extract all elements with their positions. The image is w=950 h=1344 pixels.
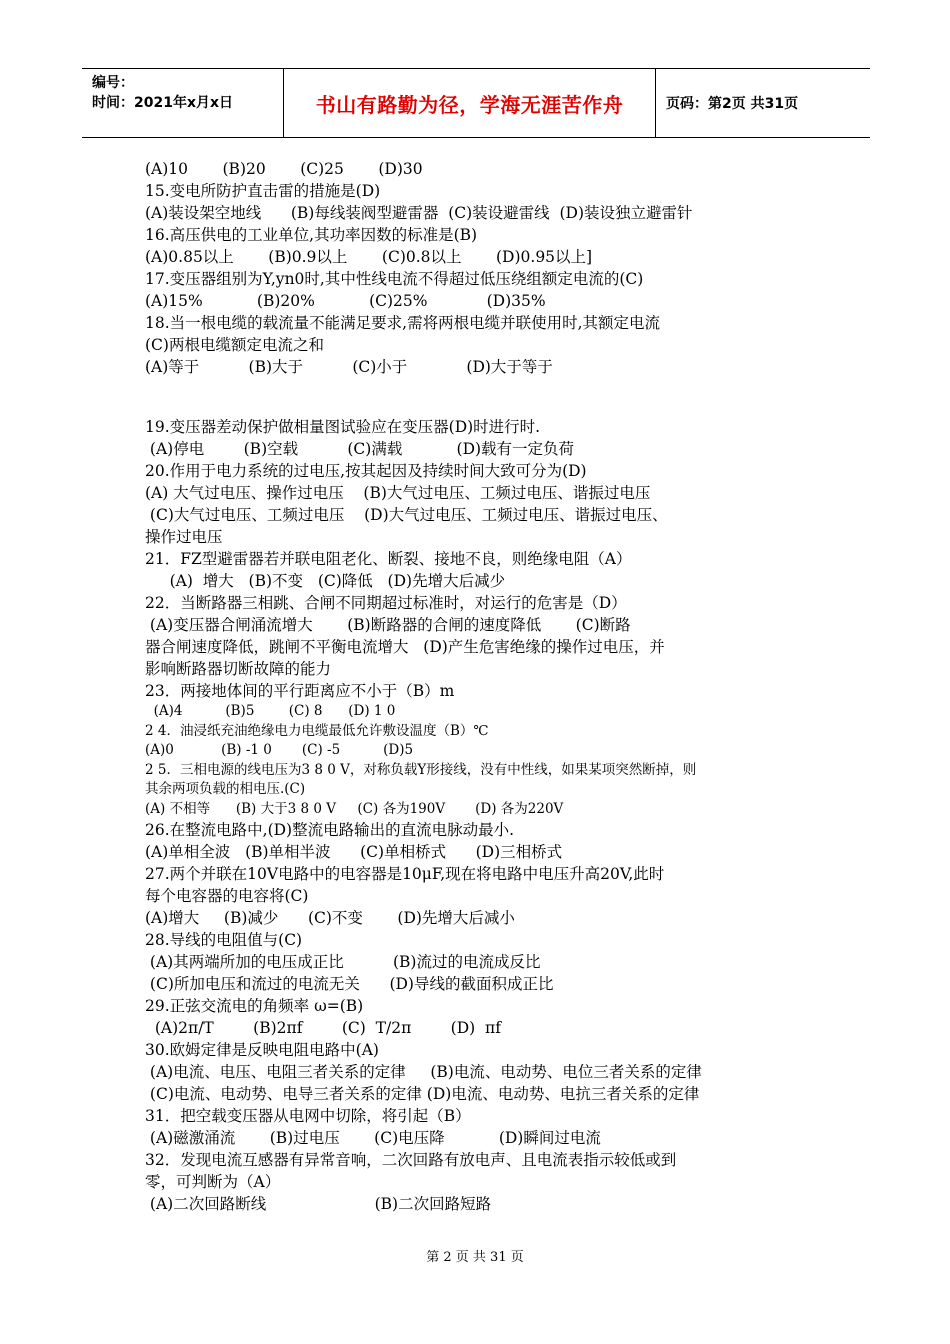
text-line: 28.导线的电阻值与(C): [145, 931, 303, 949]
text-line: 19.变压器差动保护做相量图试验应在变压器(D)时进行时.: [145, 418, 541, 436]
text-line: 31．把空载变压器从电网中切除，将引起（B）: [145, 1107, 471, 1125]
text-line: 32．发现电流互感器有异常音响，二次回路有放电声、且电流表指示较低或到: [145, 1151, 677, 1169]
header-page-info: 页码：第2页 共31页: [666, 96, 799, 112]
page-footer: 第 2 页 共 31 页: [426, 1250, 524, 1265]
header-meta: [82, 69, 284, 137]
text-line: (A)装设架空地线 (B)每线装阀型避雷器 (C)装设避雷线 (D)装设独立避雷针: [145, 204, 693, 222]
text-line: (A)15% (B)20% (C)25% (D)35%: [145, 292, 546, 310]
text-line: 其余两项负载的相电压.(C): [145, 781, 306, 797]
text-line: 30.欧姆定律是反映电阻电路中(A): [145, 1041, 379, 1059]
text-line: 影响断路器切断故障的能力: [145, 660, 332, 678]
text-line: (A)单相全波 (B)单相半波 (C)单相桥式 (D)三相桥式: [145, 843, 563, 861]
text-line: (C)所加电压和流过的电流无关 (D)导线的截面积成正比: [145, 975, 554, 993]
text-line: (A)4 (B)5 (C) 8 (D) 1 0: [145, 703, 396, 719]
text-line: 2 4．油浸纸充油绝缘电力电缆最低允许敷设温度（B）℃: [145, 722, 489, 739]
text-line: (C)大气过电压、工频过电压 (D)大气过电压、工频过电压、谐振过电压、: [145, 506, 668, 524]
text-line: (A)增大 (B)减少 (C)不变 (D)先增大后减小: [145, 909, 515, 927]
text-line: (C)两根电缆额定电流之和: [145, 336, 324, 354]
text-line: (A)0 (B) -1 0 (C) -5 (D)5: [145, 742, 414, 758]
text-line: 20.作用于电力系统的过电压,按其起因及持续时间大致可分为(D): [145, 462, 587, 480]
page-header: [82, 68, 870, 138]
text-line: 29.正弦交流电的角频率 ω=(B): [145, 997, 364, 1015]
text-line: (A)其两端所加的电压成正比 (B)流过的电流成反比: [145, 953, 541, 971]
text-line: 15.变电所防护直击雷的措施是(D): [145, 182, 381, 200]
text-line: 27.两个并联在10V电路中的电容器是10μF,现在将电路中电压升高20V,此时: [145, 865, 665, 883]
document-date: 时间：2021年x月x日: [92, 95, 234, 111]
text-line: (A) 不相等 (B) 大于3 8 0 V (C) 各为190V (D) 各为220V: [145, 800, 564, 817]
text-line: (A) 增大 (B)不变 (C)降低 (D)先增大后减少: [145, 572, 506, 590]
text-line: 器合闸速度降低，跳闸不平衡电流增大 (D)产生危害绝缘的操作过电压，并: [145, 638, 665, 656]
document-number-label: 编号：: [92, 75, 134, 91]
text-line: (A)停电 (B)空载 (C)满载 (D)载有一定负荷: [145, 440, 575, 458]
text-line: (A)10 (B)20 (C)25 (D)30: [145, 160, 423, 178]
text-line: (A)二次回路断线 (B)二次回路短路: [145, 1195, 492, 1213]
question-list: [145, 158, 875, 1215]
blank-gap: [145, 378, 875, 416]
text-line: (C)电流、电动势、电导三者关系的定律 (D)电流、电动势、电抗三者关系的定律: [145, 1085, 700, 1103]
text-line: 每个电容器的电容将(C): [145, 887, 309, 905]
text-line: (A)2π/T (B)2πf (C) T/2π (D) πf: [145, 1019, 501, 1037]
text-line: 18.当一根电缆的载流量不能满足要求,需将两根电缆并联使用时,其额定电流: [145, 314, 661, 332]
text-line: (A)等于 (B)大于 (C)小于 (D)大于等于: [145, 358, 553, 376]
text-line: (A)0.85以上 (B)0.9以上 (C)0.8以上 (D)0.95以上]: [145, 248, 593, 266]
text-line: 16.高压供电的工业单位,其功率因数的标准是(B): [145, 226, 478, 244]
header-motto: 书山有路勤为径，学海无涯苦作舟: [284, 69, 656, 137]
text-line: (A)变压器合闸涌流增大 (B)断路器的合闸的速度降低 (C)断路: [145, 616, 631, 634]
text-line: 21．FZ型避雷器若并联电阻老化、断裂、接地不良，则绝缘电阻（A）: [145, 550, 632, 568]
text-line: 操作过电压: [145, 528, 223, 546]
text-line: 23．两接地体间的平行距离应不小于（B）m: [145, 682, 455, 700]
text-line: 零，可判断为（A）: [145, 1173, 281, 1191]
text-line: (A)电流、电压、电阻三者关系的定律 (B)电流、电动势、电位三者关系的定律: [145, 1063, 702, 1081]
text-line: (A)磁激涌流 (B)过电压 (C)电压降 (D)瞬间过电流: [145, 1129, 601, 1147]
text-line: 2 5．三相电源的线电压为3 8 0 V，对称负载Y形接线，没有中性线，如果某项突然断掉，则: [145, 761, 697, 778]
text-line: (A) 大气过电压、操作过电压 (B)大气过电压、工频过电压、谐振过电压: [145, 484, 651, 502]
text-line: 26.在整流电路中,(D)整流电路输出的直流电脉动最小.: [145, 821, 515, 839]
text-line: 22．当断路器三相跳、合闸不同期超过标准时，对运行的危害是（D）: [145, 594, 627, 612]
text-line: 17.变压器组别为Y,yn0时,其中性线电流不得超过低压绕组额定电流的(C): [145, 270, 644, 288]
